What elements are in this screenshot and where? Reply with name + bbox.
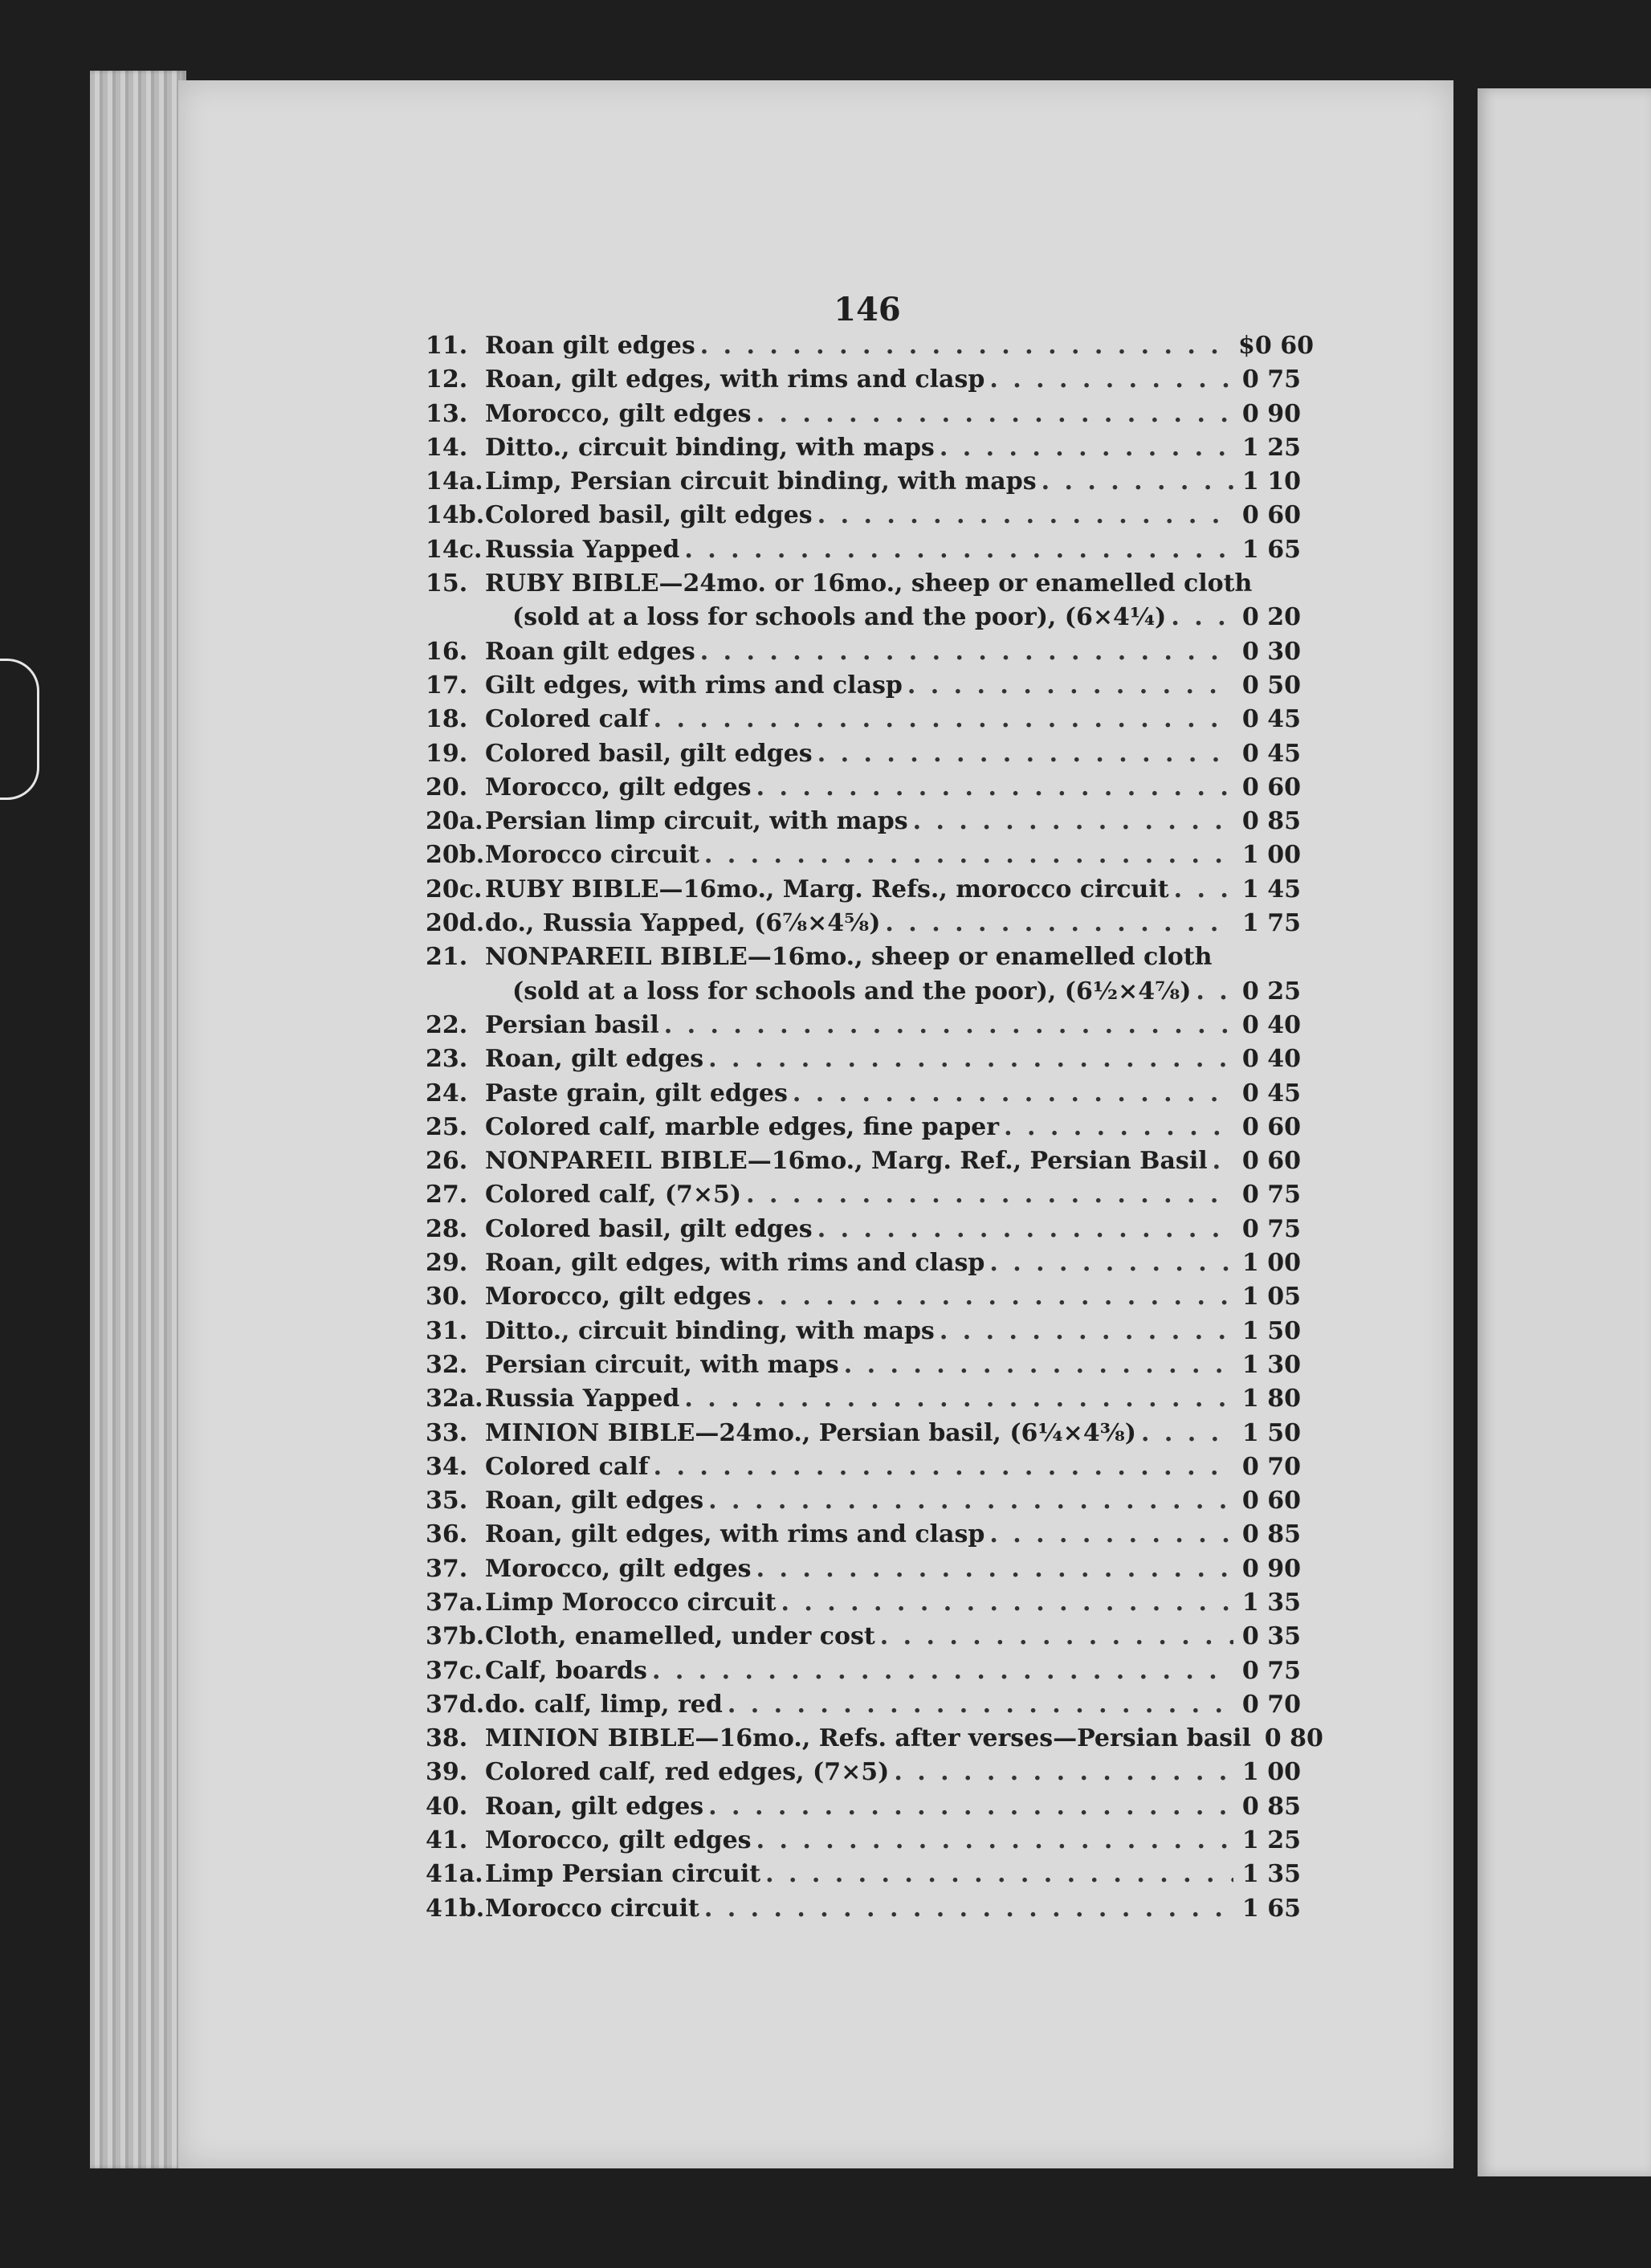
item-number: 29. xyxy=(426,1249,468,1278)
item-price: 0 85 xyxy=(1241,1520,1301,1549)
list-item xyxy=(426,975,1301,1009)
item-description: Colored basil, gilt edges xyxy=(485,501,813,530)
item-number: 21. xyxy=(426,943,468,972)
item-number: 20c. xyxy=(426,875,483,904)
leader-dots xyxy=(704,838,1233,872)
item-number: 37d. xyxy=(426,1690,485,1719)
item-description: Roan, gilt edges xyxy=(485,1792,704,1821)
item-price: 0 85 xyxy=(1241,807,1301,836)
item-price: 1 05 xyxy=(1241,1283,1301,1311)
item-number: 20. xyxy=(426,773,468,802)
leader-dots xyxy=(728,1688,1233,1722)
leader-dots xyxy=(746,1178,1233,1212)
leader-dots xyxy=(708,1790,1233,1824)
list-item xyxy=(426,805,1301,838)
item-description: Persian limp circuit, with maps xyxy=(485,807,908,836)
item-number: 14a. xyxy=(426,467,483,496)
item-price: 0 30 xyxy=(1241,637,1301,666)
list-item xyxy=(426,1144,1301,1178)
list-item xyxy=(426,737,1301,771)
item-price: 1 00 xyxy=(1241,841,1301,870)
leader-dots xyxy=(817,1213,1233,1246)
item-description: Roan gilt edges xyxy=(485,637,695,666)
item-price: 0 90 xyxy=(1241,1554,1301,1583)
item-price: 1 50 xyxy=(1241,1418,1301,1447)
leader-dots xyxy=(1174,873,1233,907)
item-description: Colored calf xyxy=(485,1452,649,1481)
item-description: Cloth, enamelled, under cost xyxy=(485,1622,875,1651)
item-description: Morocco, gilt edges xyxy=(485,1826,752,1855)
item-description: Limp Morocco circuit xyxy=(485,1588,777,1617)
item-number: 14b. xyxy=(426,501,485,530)
leader-dots xyxy=(817,499,1233,532)
list-item xyxy=(426,1315,1301,1348)
item-description: Paste grain, gilt edges xyxy=(485,1079,788,1107)
item-number: 41b. xyxy=(426,1894,485,1923)
item-description: Morocco circuit xyxy=(485,841,699,870)
item-description: Morocco, gilt edges xyxy=(485,1283,752,1311)
item-price: 1 50 xyxy=(1241,1316,1301,1345)
price-list xyxy=(426,329,1323,1926)
list-item xyxy=(426,1246,1301,1280)
leader-dots xyxy=(756,1552,1233,1586)
item-number: 18. xyxy=(426,705,468,734)
list-item xyxy=(426,1111,1301,1144)
list-item xyxy=(426,363,1301,397)
list-item xyxy=(426,1892,1301,1926)
list-item xyxy=(426,1688,1301,1722)
leader-dots xyxy=(940,1315,1233,1348)
leader-dots xyxy=(756,1280,1233,1314)
item-description: Morocco, gilt edges xyxy=(485,1554,752,1583)
item-price: 0 20 xyxy=(1241,603,1301,632)
item-number: 28. xyxy=(426,1214,468,1243)
item-description: (sold at a loss for schools and the poor), (6½×4⅞) xyxy=(512,977,1192,1006)
leader-dots xyxy=(989,1246,1233,1280)
list-item xyxy=(426,1824,1301,1858)
list-item xyxy=(426,703,1301,736)
item-price: 0 85 xyxy=(1241,1792,1301,1821)
list-item xyxy=(426,1518,1301,1552)
item-number: 38. xyxy=(426,1724,468,1753)
item-description: Persian circuit, with maps xyxy=(485,1350,839,1379)
item-price: 1 65 xyxy=(1241,1894,1301,1923)
list-item xyxy=(426,1178,1301,1212)
list-item xyxy=(426,1552,1301,1586)
leader-dots xyxy=(654,703,1233,736)
item-description: Roan, gilt edges, with rims and clasp xyxy=(485,365,985,394)
item-description: RUBY BIBLE—16mo., Marg. Refs., morocco circuit xyxy=(485,875,1169,904)
list-item xyxy=(426,1348,1301,1382)
item-price: 1 35 xyxy=(1241,1860,1301,1889)
item-number: 32. xyxy=(426,1350,468,1379)
leader-dots xyxy=(684,533,1233,567)
item-price: 0 75 xyxy=(1241,365,1301,394)
item-number: 30. xyxy=(426,1283,468,1311)
list-item xyxy=(426,1042,1301,1076)
item-number: 32a. xyxy=(426,1385,483,1413)
item-description: Colored basil, gilt edges xyxy=(485,1214,813,1243)
item-description: Persian basil xyxy=(485,1010,659,1039)
item-description: Ditto., circuit binding, with maps xyxy=(485,433,935,462)
item-number: 37b. xyxy=(426,1622,485,1651)
list-item xyxy=(426,669,1301,703)
item-description: Limp, Persian circuit binding, with maps xyxy=(485,467,1037,496)
item-number: 33. xyxy=(426,1418,468,1447)
list-item xyxy=(426,1417,1301,1450)
item-description: Calf, boards xyxy=(485,1656,647,1685)
leader-dots xyxy=(765,1858,1233,1891)
leader-dots xyxy=(989,1518,1233,1552)
item-description: Colored calf, (7×5) xyxy=(485,1181,742,1209)
item-number: 37c. xyxy=(426,1656,483,1685)
item-price: 0 75 xyxy=(1241,1656,1301,1685)
item-number: 39. xyxy=(426,1758,468,1787)
binder-clip xyxy=(0,659,39,800)
item-price: 0 60 xyxy=(1241,501,1301,530)
facing-page-edge xyxy=(1478,88,1651,2176)
item-price: 1 30 xyxy=(1241,1350,1301,1379)
leader-dots xyxy=(654,1450,1233,1484)
leader-dots xyxy=(1004,1111,1233,1144)
list-item xyxy=(426,1620,1301,1654)
item-price: 0 40 xyxy=(1241,1010,1301,1039)
item-number: 34. xyxy=(426,1452,468,1481)
leader-dots xyxy=(989,363,1233,397)
item-number: 13. xyxy=(426,399,468,428)
leader-dots xyxy=(684,1382,1233,1416)
item-number: 31. xyxy=(426,1316,468,1345)
item-description: RUBY BIBLE—24mo. or 16mo., sheep or enamelled cloth xyxy=(485,569,1253,598)
item-price: 0 80 xyxy=(1264,1724,1323,1753)
list-item xyxy=(426,1586,1301,1620)
item-description: NONPAREIL BIBLE—16mo., sheep or enamelled cloth xyxy=(485,943,1213,972)
leader-dots xyxy=(700,635,1233,669)
leader-dots xyxy=(894,1756,1233,1789)
leader-dots xyxy=(1141,1417,1233,1450)
list-item xyxy=(426,1009,1301,1042)
list-item xyxy=(426,1484,1301,1518)
item-number: 24. xyxy=(426,1079,468,1107)
item-number: 27. xyxy=(426,1181,468,1209)
list-item xyxy=(426,873,1301,907)
item-number: 37a. xyxy=(426,1588,483,1617)
list-item xyxy=(426,635,1301,669)
list-item xyxy=(426,1722,1323,1756)
item-description: (sold at a loss for schools and the poor), (6×4¼) xyxy=(512,603,1167,632)
item-description: Roan gilt edges xyxy=(485,332,695,360)
leader-dots xyxy=(781,1586,1233,1620)
leader-dots xyxy=(793,1077,1233,1111)
item-price: 1 45 xyxy=(1241,875,1301,904)
item-description: MINION BIBLE—24mo., Persian basil, (6¼×4⅜) xyxy=(485,1418,1136,1447)
item-description: Roan, gilt edges, with rims and clasp xyxy=(485,1249,985,1278)
item-price: 0 45 xyxy=(1241,739,1301,768)
item-description: Colored calf xyxy=(485,705,649,734)
item-number: 14c. xyxy=(426,535,483,564)
leader-dots xyxy=(704,1892,1233,1926)
leader-dots xyxy=(844,1348,1233,1382)
list-item xyxy=(426,329,1314,363)
item-price: 0 90 xyxy=(1241,399,1301,428)
item-price: 1 00 xyxy=(1241,1758,1301,1787)
item-price: 0 60 xyxy=(1241,773,1301,802)
item-price: 0 45 xyxy=(1241,1079,1301,1107)
item-number: 36. xyxy=(426,1520,468,1549)
item-number: 20a. xyxy=(426,807,483,836)
item-number: 11. xyxy=(426,332,468,360)
item-description: NONPAREIL BIBLE—16mo., Marg. Ref., Persian Basil xyxy=(485,1147,1208,1176)
list-item xyxy=(426,838,1301,872)
item-description: do. calf, limp, red xyxy=(485,1690,723,1719)
leader-dots xyxy=(708,1484,1233,1518)
leader-dots xyxy=(880,1620,1233,1654)
item-price: 1 80 xyxy=(1241,1385,1301,1413)
list-item xyxy=(426,907,1301,940)
item-price: 0 40 xyxy=(1241,1045,1301,1074)
list-item xyxy=(426,567,1301,601)
leader-dots xyxy=(913,805,1233,838)
item-price: 1 35 xyxy=(1241,1588,1301,1617)
list-item xyxy=(426,465,1301,499)
leader-dots xyxy=(1171,601,1233,634)
item-number: 40. xyxy=(426,1792,468,1821)
item-description: Morocco, gilt edges xyxy=(485,399,752,428)
item-number: 20d. xyxy=(426,909,485,938)
item-number: 17. xyxy=(426,671,468,700)
list-item xyxy=(426,940,1301,974)
item-description: Limp Persian circuit xyxy=(485,1860,761,1889)
item-price: 1 10 xyxy=(1241,467,1301,496)
item-price: 0 75 xyxy=(1241,1214,1301,1243)
leader-dots xyxy=(664,1009,1233,1042)
list-item xyxy=(426,1450,1301,1484)
list-item xyxy=(426,499,1301,532)
page-edges xyxy=(90,71,186,2168)
item-price: 0 60 xyxy=(1241,1487,1301,1515)
leader-dots xyxy=(1042,465,1233,499)
item-description: MINION BIBLE—16mo., Refs. after verses—Persian basil xyxy=(485,1724,1251,1753)
item-price: 1 00 xyxy=(1241,1249,1301,1278)
list-item xyxy=(426,1654,1301,1688)
item-description: Morocco circuit xyxy=(485,1894,699,1923)
leader-dots xyxy=(652,1654,1233,1688)
leader-dots xyxy=(700,329,1233,363)
item-description: Russia Yapped xyxy=(485,1385,680,1413)
item-number: 19. xyxy=(426,739,468,768)
item-price: 0 75 xyxy=(1241,1181,1301,1209)
item-number: 20b. xyxy=(426,841,485,870)
item-price: 0 35 xyxy=(1241,1622,1301,1651)
item-price: 0 70 xyxy=(1241,1452,1301,1481)
item-description: Roan, gilt edges, with rims and clasp xyxy=(485,1520,985,1549)
item-description: Colored calf, marble edges, fine paper xyxy=(485,1112,1000,1141)
leader-dots xyxy=(817,737,1233,771)
item-number: 26. xyxy=(426,1147,468,1176)
list-item xyxy=(426,431,1301,465)
item-number: 35. xyxy=(426,1487,468,1515)
list-item xyxy=(426,1382,1301,1416)
list-item xyxy=(426,1858,1301,1891)
leader-dots xyxy=(756,398,1233,431)
leader-dots xyxy=(940,431,1233,465)
item-price: 1 65 xyxy=(1241,535,1301,564)
item-number: 37. xyxy=(426,1554,468,1583)
list-item xyxy=(426,1077,1301,1111)
leader-dots xyxy=(1196,975,1233,1009)
leader-dots xyxy=(756,771,1233,805)
page-number: 146 xyxy=(834,291,901,328)
list-item xyxy=(426,1790,1301,1824)
list-item xyxy=(426,398,1301,431)
item-description: Morocco, gilt edges xyxy=(485,773,752,802)
item-price: 1 25 xyxy=(1241,1826,1301,1855)
leader-dots xyxy=(708,1042,1233,1076)
item-description: Russia Yapped xyxy=(485,535,680,564)
item-description: Roan, gilt edges xyxy=(485,1487,704,1515)
item-price: 0 70 xyxy=(1241,1690,1301,1719)
list-item xyxy=(426,1756,1301,1789)
item-number: 25. xyxy=(426,1112,468,1141)
item-price: 0 45 xyxy=(1241,705,1301,734)
item-price: 0 25 xyxy=(1241,977,1301,1006)
item-price: 1 25 xyxy=(1241,433,1301,462)
list-item xyxy=(426,771,1301,805)
list-item xyxy=(426,1213,1301,1246)
item-price: $0 60 xyxy=(1238,332,1314,360)
leader-dots xyxy=(907,669,1233,703)
item-number: 41. xyxy=(426,1826,468,1855)
list-item xyxy=(426,601,1301,634)
item-description: Roan, gilt edges xyxy=(485,1045,704,1074)
item-number: 16. xyxy=(426,637,468,666)
item-number: 22. xyxy=(426,1010,468,1039)
item-price: 1 75 xyxy=(1241,909,1301,938)
item-price: 0 60 xyxy=(1241,1112,1301,1141)
item-description: do., Russia Yapped, (6⅞×4⅝) xyxy=(485,909,881,938)
list-item xyxy=(426,1280,1301,1314)
item-number: 12. xyxy=(426,365,468,394)
item-description: Colored calf, red edges, (7×5) xyxy=(485,1758,890,1787)
item-price: 0 50 xyxy=(1241,671,1301,700)
leader-dots xyxy=(756,1824,1233,1858)
item-description: Gilt edges, with rims and clasp xyxy=(485,671,903,700)
list-item xyxy=(426,533,1301,567)
item-number: 41a. xyxy=(426,1860,483,1889)
item-number: 14. xyxy=(426,433,468,462)
item-price: 0 60 xyxy=(1241,1147,1301,1176)
item-description: Colored basil, gilt edges xyxy=(485,739,813,768)
leader-dots xyxy=(885,907,1233,940)
item-number: 15. xyxy=(426,569,468,598)
leader-dots xyxy=(1213,1144,1233,1178)
item-description: Ditto., circuit binding, with maps xyxy=(485,1316,935,1345)
item-number: 23. xyxy=(426,1045,468,1074)
